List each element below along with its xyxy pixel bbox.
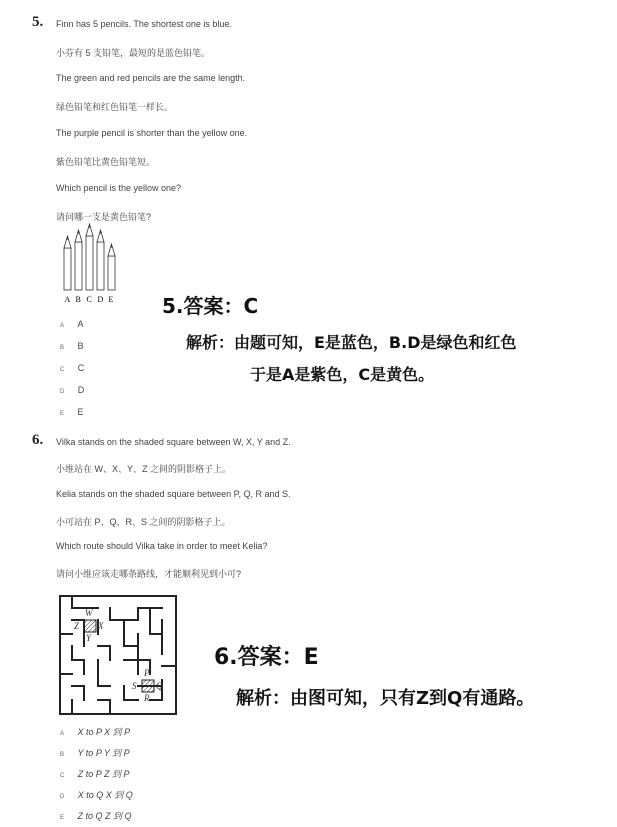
vilka-shaded-square	[84, 620, 96, 632]
q5-text-line: 请问哪一支是黄色铅笔?	[56, 212, 152, 222]
maze-figure	[58, 594, 178, 716]
q5-option-a[interactable]	[60, 314, 83, 332]
q6-text-line: 小可站在 P、Q、R、S 之间的阴影格子上。	[56, 517, 231, 527]
q5-handwritten-analysis-line-2: 于是A是紫色，C是黄色。	[250, 365, 435, 384]
q6-text-line: Vilka stands on the shaded square between W, X, Y and Z.	[56, 437, 291, 447]
option-text: C	[77, 363, 85, 373]
q5-handwritten-analysis-line-1: 解析：由题可知，E是蓝色，B.D是绿色和红色	[186, 333, 517, 352]
option-text: D	[77, 385, 85, 395]
option-text: E	[77, 407, 84, 417]
q5-option-d[interactable]	[60, 380, 84, 398]
maze-label-r: R	[144, 693, 150, 703]
pencil-label: B	[75, 295, 81, 304]
kelia-shaded-square	[142, 680, 154, 692]
q6-handwritten-analysis: 解析：由图可知，只有Z到Q有通路。	[236, 688, 535, 709]
pencil-d	[97, 230, 104, 290]
question-6-number: 6.	[32, 432, 44, 448]
option-text: B	[77, 341, 84, 351]
option-letter: A	[60, 323, 65, 329]
q6-text-line: 请问小维应该走哪条路线，才能顺利见到小可?	[56, 569, 242, 579]
option-text: Z to Q Z 到 Q	[77, 811, 132, 821]
q6-text-line: 小维站在 W、X、Y、Z 之间的阴影格子上。	[56, 464, 231, 474]
q6-text-line: Which route should Vilka take in order to meet Kelia?	[56, 541, 268, 551]
q5-text-line: Which pencil is the yellow one?	[56, 183, 182, 193]
q6-option-c[interactable]	[60, 764, 129, 782]
question-5-number: 5.	[32, 14, 44, 30]
pencil-c	[86, 224, 93, 290]
option-text: Y to P Y 到 P	[77, 748, 130, 758]
option-text: X to Q X 到 Q	[77, 790, 133, 800]
q6-option-b[interactable]	[60, 743, 130, 761]
pencil-label: C	[86, 295, 92, 304]
q5-text-line: The green and red pencils are the same length.	[56, 73, 246, 83]
q5-option-e[interactable]	[60, 402, 83, 420]
q5-text-line: The purple pencil is shorter than the yellow one.	[56, 128, 248, 138]
maze-label-z: Z	[74, 621, 80, 631]
option-letter: C	[60, 367, 65, 373]
pencil-a	[64, 236, 71, 290]
option-letter: C	[60, 773, 65, 779]
pencils-figure	[58, 222, 128, 306]
option-letter: B	[60, 752, 65, 758]
option-letter: A	[60, 731, 65, 737]
option-text: Z to P Z 到 P	[77, 769, 130, 779]
q5-text-line: 小芬有 5 支铅笔，最短的是蓝色铅笔。	[56, 48, 211, 58]
option-letter: D	[60, 389, 65, 395]
option-letter: E	[60, 815, 65, 821]
q5-text-line: 紫色铅笔比黄色铅笔短。	[56, 157, 156, 167]
pencil-label: E	[108, 295, 114, 304]
option-text: A	[77, 319, 84, 329]
q6-text-line: Kelia stands on the shaded square between P, Q, R and S.	[56, 489, 291, 499]
q6-handwritten-answer: 6.答案：E	[214, 645, 319, 670]
maze-label-s: S	[132, 681, 137, 691]
pencil-label: A	[64, 295, 71, 304]
q6-option-d[interactable]	[60, 785, 133, 803]
maze-label-y: Y	[86, 633, 92, 643]
maze-label-p: P	[144, 668, 150, 678]
q5-option-b[interactable]	[60, 336, 83, 354]
option-letter: D	[60, 794, 65, 800]
pencil-label: D	[97, 295, 104, 304]
pencil-e	[108, 244, 115, 290]
option-letter: B	[60, 345, 65, 351]
option-letter: E	[60, 411, 65, 417]
q6-option-e[interactable]	[60, 806, 131, 824]
pencil-b	[75, 230, 82, 290]
maze-label-x: X	[98, 621, 104, 631]
q5-text-line: 绿色铅笔和红色铅笔一样长。	[56, 102, 174, 112]
q6-option-a[interactable]	[60, 722, 130, 740]
option-text: X to P X 到 P	[77, 727, 131, 737]
maze-label-q: Q	[156, 681, 163, 691]
maze-label-w: W	[85, 608, 93, 618]
q5-handwritten-answer: 5.答案：C	[162, 294, 259, 318]
q5-text-line: Finn has 5 pencils. The shortest one is blue.	[56, 19, 232, 29]
q5-option-c[interactable]	[60, 358, 84, 376]
